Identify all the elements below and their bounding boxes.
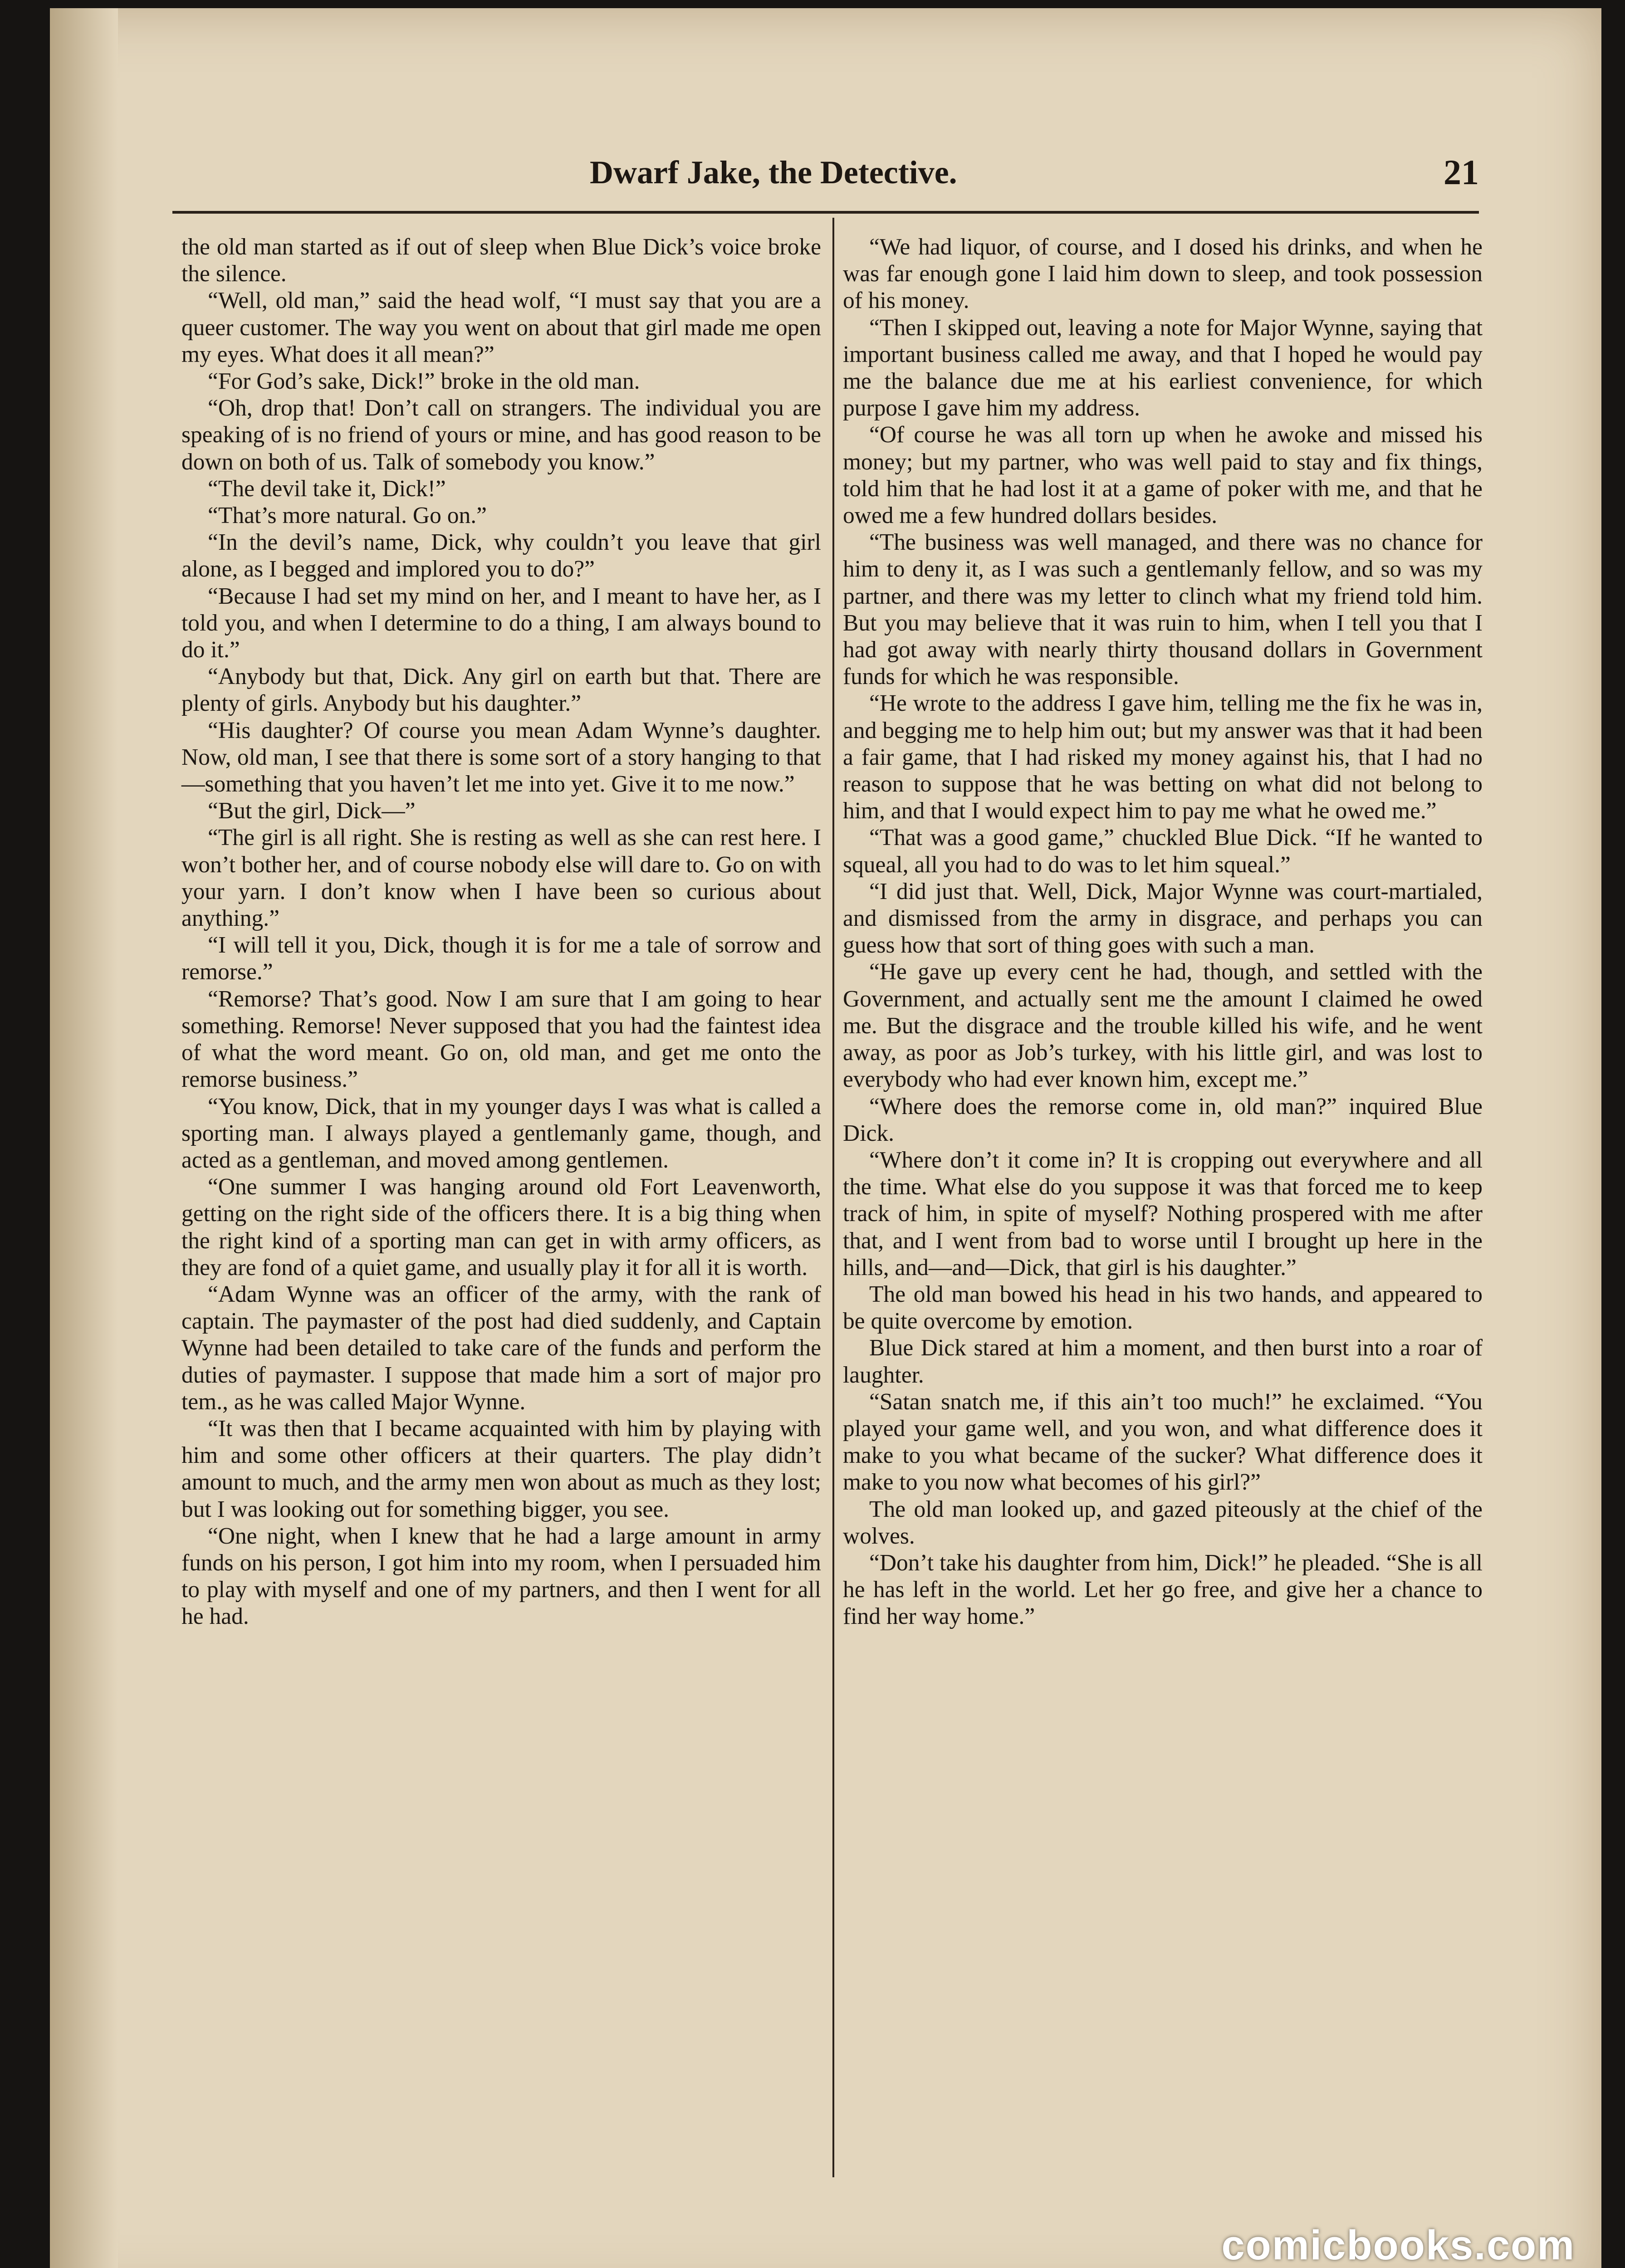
paragraph: “Anybody but that, Dick. Any girl on earth but that. There are plenty of girls. Anybody but his daughter.” xyxy=(181,664,821,717)
paragraph: “In the devil’s name, Dick, why couldn’t you leave that girl alone, as I begged and implored you to do?” xyxy=(181,529,821,582)
paragraph: “The girl is all right. She is resting as well as she can rest here. I won’t bother her, and of course nobody else will dare to. Go on with your yarn. I don’t know when I have been so curious about anything.” xyxy=(181,825,821,932)
left-column xyxy=(181,234,821,1630)
paragraph: “Where does the remorse come in, old man?” inquired Blue Dick. xyxy=(843,1093,1483,1146)
paragraph: “That’s more natural. Go on.” xyxy=(208,503,487,529)
paragraph: The old man bowed his head in his two hands, and appeared to be quite overcome by emotion. xyxy=(843,1281,1483,1334)
paragraph: the old man started as if out of sleep when Blue Dick’s voice broke the silence. xyxy=(181,234,821,287)
paragraph: “Don’t take his daughter from him, Dick!” he pleaded. “She is all he has left in the world. Let her go free, and give her a chance to find her way home.” xyxy=(843,1549,1483,1630)
paragraph: “Oh, drop that! Don’t call on strangers. The individual you are speaking of is no friend of yours or mine, and has good reason to be down on both of us. Talk of somebody you know.” xyxy=(181,395,821,475)
paragraph: “You know, Dick, that in my younger days I was what is called a sporting man. I always played a gentlemanly game, though, and acted as a gentleman, and moved among gentlemen. xyxy=(181,1093,821,1173)
paragraph: “Satan snatch me, if this ain’t too much!” he exclaimed. “You played your game well, and you won, and what difference does it make to you what became of the sucker? What difference does it make to you now what becomes of his girl?” xyxy=(843,1388,1483,1496)
paragraph: “One night, when I knew that he had a large amount in army funds on his person, I got him into my room, when I persuaded him to play with myself and one of my partners, and then I went for all he had. xyxy=(181,1523,821,1630)
paragraph: “But the girl, Dick—” xyxy=(208,798,416,824)
paragraph: “Because I had set my mind on her, and I meant to have her, as I told you, and when I determine to do a thing, I am always bound to do it.” xyxy=(181,583,821,663)
watermark: comicbooks.com xyxy=(1221,2222,1575,2268)
paragraph: “Well, old man,” said the head wolf, “I must say that you are a queer customer. The way you went on about that girl made me open my eyes. What does it all mean?” xyxy=(181,288,821,367)
paragraph: The old man looked up, and gazed piteously at the chief of the wolves. xyxy=(843,1496,1483,1549)
page-gutter xyxy=(50,8,118,2268)
paragraph: “Then I skipped out, leaving a note for Major Wynne, saying that important business called me away, and that I hoped he would pay me the balance due me at his earliest convenience, for which purpose I gave him my address. xyxy=(843,314,1483,421)
paragraph: “We had liquor, of course, and I dosed his drinks, and when he was far enough gone I laid him down to sleep, and took possession of his money. xyxy=(843,234,1483,314)
paragraph: Blue Dick stared at him a moment, and then burst into a roar of laughter. xyxy=(843,1335,1483,1388)
paragraph: “The devil take it, Dick!” xyxy=(208,475,446,502)
paragraph: “That was a good game,” chuckled Blue Dick. “If he wanted to squeal, all you had to do was to let him squeal.” xyxy=(843,825,1483,878)
paragraph: “For God’s sake, Dick!” broke in the old man. xyxy=(208,368,640,395)
paragraph: “He wrote to the address I gave him, telling me the fix he was in, and begging me to help him out; but my answer was that it had been a fair game, that I had risked my money against his, that I had no reason to suppose that he was betting on what did not belong to him, and that I would expect him to pay me what he owed me.” xyxy=(843,690,1483,824)
page-number: 21 xyxy=(1444,152,1479,192)
paragraph: “Of course he was all torn up when he awoke and missed his money; but my partner, who was well paid to stay and fix things, told him that he had lost it at a game of poker with me, and that he owed me a few hundred dollars besides. xyxy=(843,422,1483,529)
page-header-title: Dwarf Jake, the Detective. xyxy=(590,154,957,191)
column-divider xyxy=(832,218,834,2177)
paragraph: “I will tell it you, Dick, though it is for me a tale of sorrow and remorse.” xyxy=(181,932,821,985)
right-column xyxy=(843,234,1483,1630)
header-rule xyxy=(172,211,1479,214)
paragraph: “Adam Wynne was an officer of the army, with the rank of captain. The paymaster of the post had died suddenly, and Captain Wynne had been detailed to take care of the funds and perform the duties of paymaster. I suppose that made him a sort of major pro tem., as he was called Major Wynne. xyxy=(181,1281,821,1415)
paragraph: “The business was well managed, and there was no chance for him to deny it, as I was such a gentlemanly fellow, and so was my partner, and there was my letter to clinch what my friend told him. But you may believe that it was ruin to him, when I tell you that I had got away with nearly thirty thousand dollars in Government funds for which he was responsible. xyxy=(843,529,1483,690)
paragraph: “His daughter? Of course you mean Adam Wynne’s daughter. Now, old man, I see that there is some sort of a story hanging to that—something that you haven’t let me into yet. Give it to me now.” xyxy=(181,717,821,797)
paragraph: “Remorse? That’s good. Now I am sure that I am going to hear something. Remorse! Never supposed that you had the faintest idea of what the word meant. Go on, old man, and get me onto the remorse business.” xyxy=(181,986,821,1093)
running-header xyxy=(590,150,1479,195)
paragraph: “He gave up every cent he had, though, and settled with the Government, and actually sent me the amount I claimed he owed me. But the disgrace and the trouble killed his wife, and he went away, as poor as Job’s turkey, with his little girl, and was lost to everybody who had ever known him, except me.” xyxy=(843,959,1483,1093)
paragraph: “Where don’t it come in? It is cropping out everywhere and all the time. What else do you suppose it was that forced me to keep track of him, in spite of myself? Nothing prospered with me after that, and I went from bad to worse until I brought up here in the hills, and—and—Dick, that girl is his daughter.” xyxy=(843,1147,1483,1281)
paragraph: “One summer I was hanging around old Fort Leavenworth, getting on the right side of the officers there. It is a big thing when the right kind of a sporting man can get in with army officers, as they are fond of a quiet game, and usually play it for all it is worth. xyxy=(181,1174,821,1281)
paragraph: “It was then that I became acquainted with him by playing with him and some other officers at their quarters. The play didn’t amount to much, and the army men won about as much as they lost; but I was looking out for something bigger, you see. xyxy=(181,1415,821,1522)
paragraph: “I did just that. Well, Dick, Major Wynne was court-martialed, and dismissed from the army in disgrace, and perhaps you can guess how that sort of thing goes with such a man. xyxy=(843,878,1483,958)
